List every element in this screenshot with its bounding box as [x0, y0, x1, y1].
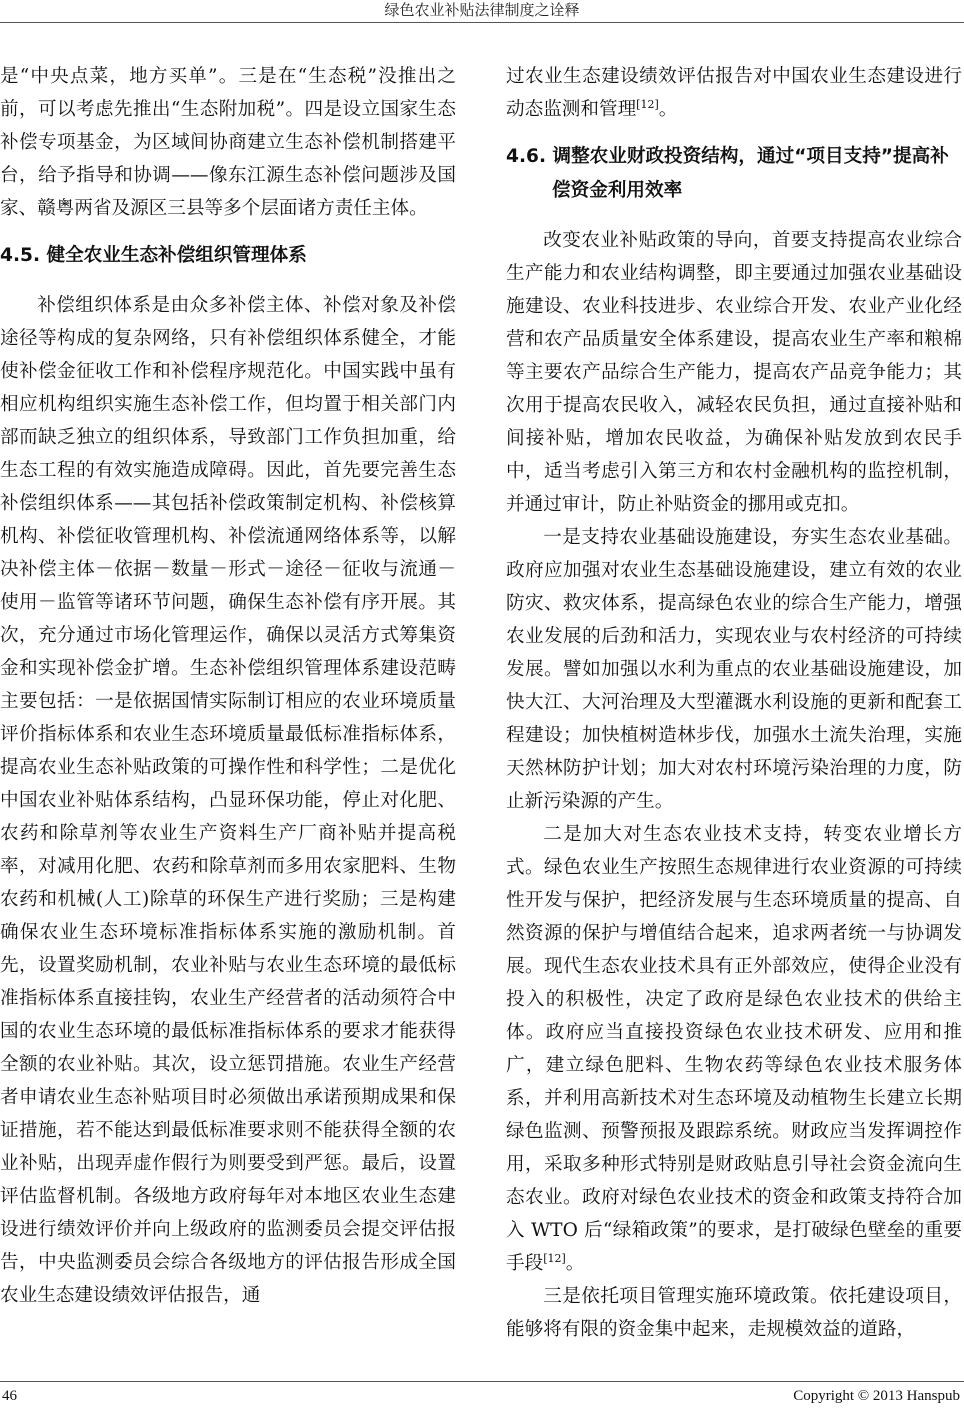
section-heading-4-5: 4.5. 健全农业生态补偿组织管理体系	[0, 245, 307, 266]
running-title: 绿色农业补贴法律制度之诠释	[384, 1, 580, 19]
left-continuation-paragraph: 是“中央点菜，地方买单”。三是在“生态税”没推出之前，可以考虑先推出“生态附加税”。四是设立国家生态补偿专项基金，为区域间协商建立生态补偿机制搭建平台，给予指导和协调——像东江源生态补偿问题涉及国家、赣粤两省及源区三县等多个层面诸方责任主体。	[0, 66, 456, 219]
continuation-text: 过农业生态建设绩效评估报告对中国农业生态建设进行动态监测和管理	[506, 66, 962, 120]
left-column	[0, 60, 456, 1312]
citation-ref: [12]	[543, 1251, 566, 1265]
header-rule	[0, 22, 964, 23]
footer-rule	[0, 1381, 964, 1382]
continuation-end: 。	[658, 99, 678, 120]
section-4-5-paragraph: 补偿组织体系是由众多补偿主体、补偿对象及补偿途径等构成的复杂网络，只有补偿组织体系健全，才能使补偿金征收工作和补偿程序规范化。中国实践中虽有相应机构组织实施生态补偿工作，但均置于相关部门内部而缺乏独立的组织体系，导致部门工作负担加重，给生态工程的有效实施造成障碍。因此，首先要完善生态补偿组织体系——其包括补偿政策制定机构、补偿核算机构、补偿征收管理机构、补偿流通网络体系等，以解决补偿主体－依据－数量－形式－途径－征收与流通－使用－监管等诸环节问题，确保生态补偿有序开展。其次，充分通过市场化管理运作，确保以灵活方式筹集资金和实现补偿金扩增。生态补偿组织管理体系建设范畴主要包括：一是依据国情实际制订相应的农业环境质量评价指标体系和农业生态环境质量最低标准指标体系，提高农业生态补贴政策的可操作性和科学性；二是优化中国农业补贴体系结构，凸显环保功能，停止对化肥、农药和除草剂等农业生产资料生产厂商补贴并提高税率，对减用化肥、农药和除草剂而多用农家肥料、生物农药和机械(人工)除草的环保生产进行奖励；三是构建确保农业生态环境标准指标体系实施的激励机制。首先，设置奖励机制，农业补贴与农业生态环境的最低标准指标体系直接挂钩，农业生产经营者的活动须符合中国的农业生态环境的最低标准指标体系的要求才能获得全额的农业补贴。其次，设立惩罚措施。农业生产经营者申请农业生态补贴项目时必须做出承诺预期成果和保证措施，若不能达到最低标准要求则不能获得全额的农业补贴，出现弄虚作假行为则要受到严惩。最后，设置评估监督机制。各级地方政府每年对本地区农业生态建设进行绩效评价并向上级政府的监测委员会提交评估报告，中央监测委员会综合各级地方的评估报告形成全国农业生态建设绩效评估报告，通	[0, 295, 456, 1306]
page-number: 46	[2, 1388, 17, 1404]
right-column	[506, 60, 962, 1346]
section-heading-4-6: 4.6. 调整农业财政投资结构，通过“项目支持”提高补偿资金利用效率	[506, 146, 949, 201]
section-4-6-paragraph-3	[506, 818, 962, 1280]
citation-ref: [12]	[636, 97, 659, 111]
paragraph-3-text: 二是加大对生态农业技术支持，转变农业增长方式。绿色农业生产按照生态规律进行农业资源的可持续性开发与保护，把经济发展与生态环境质量的提高、自然资源的保护与增值结合起来，追求两者统一与协调发展。现代生态农业技术具有正外部效应，使得企业没有投入的积极性，决定了政府是绿色农业技术的供给主体。政府应当直接投资绿色农业技术研发、应用和推广，建立绿色肥料、生物农药等绿色农业技术服务体系，并利用高新技术对生态环境及动植物生长建立长期绿色监测、预警预报及跟踪系统。财政应当发挥调控作用，采取多种形式特别是财政贴息引导社会资金流向生态农业。政府对绿色农业技术的资金和政策支持符合加入 WTO 后“绿箱政策”的要求，是打破绿色壁垒的重要手段	[506, 824, 962, 1274]
copyright-notice: Copyright © 2013 Hanspub	[793, 1388, 960, 1404]
section-4-6-paragraph-1: 改变农业补贴政策的导向，首要支持提高农业综合生产能力和农业结构调整，即主要通过加强农业基础设施建设、农业科技进步、农业综合开发、农业产业化经营和农产品质量安全体系建设，提高农业生产率和粮棉等主要农产品综合生产能力，提高农产品竞争能力；其次用于提高农民收入，减轻农民负担，通过直接补贴和间接补贴，增加农民收益，为确保补贴发放到农民手中，适当考虑引入第三方和农村金融机构的监控机制，并通过审计，防止补贴资金的挪用或克扣。	[506, 230, 962, 515]
right-continuation-paragraph	[506, 60, 962, 126]
section-4-6-paragraph-4: 三是依托项目管理实施环境政策。依托建设项目，能够将有限的资金集中起来，走规模效益的道路，	[506, 1286, 962, 1340]
paragraph-3-end: 。	[565, 1253, 585, 1274]
section-4-6-paragraph-2: 一是支持农业基础设施建设，夯实生态农业基础。政府应加强对农业生态基础设施建设，建立有效的农业防灾、救灾体系，提高绿色农业的综合生产能力，增强农业发展的后劲和活力，实现农业与农村经济的可持续发展。譬如加强以水利为重点的农业基础设施建设，加快大江、大河治理及大型灌溉水利设施的更新和配套工程建设；加快植树造林步伐，加强水土流失治理，实施天然林防护计划；加大对农村环境污染治理的力度，防止新污染源的产生。	[506, 527, 962, 812]
